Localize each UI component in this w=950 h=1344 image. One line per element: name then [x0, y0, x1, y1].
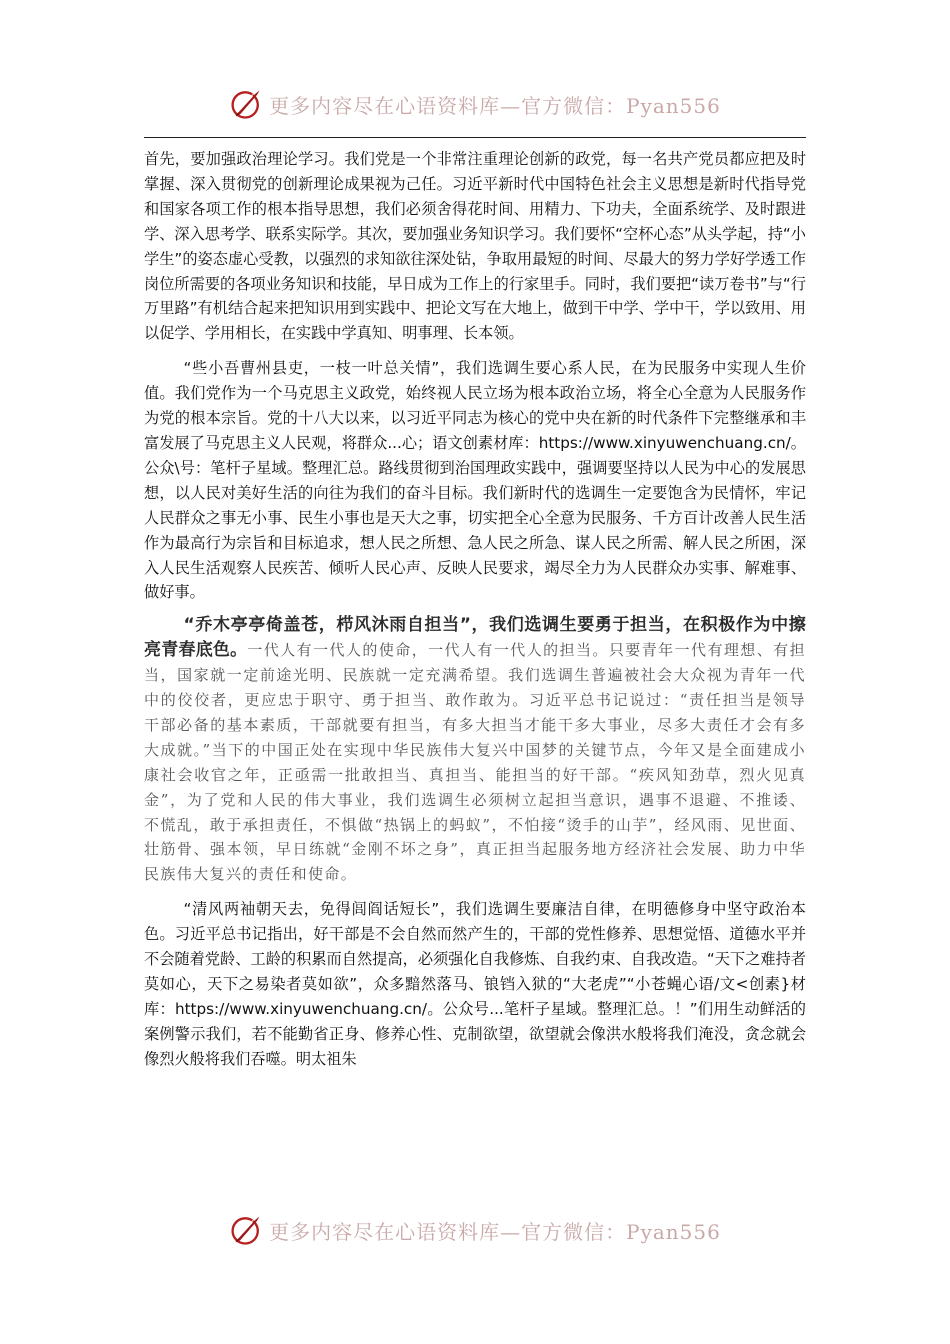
- quill-logo-icon: [229, 1212, 265, 1248]
- footer-banner-text: 更多内容尽在心语资料库—官方微信：Pyan556: [269, 1219, 721, 1244]
- document-body: [144, 147, 806, 1072]
- paragraph-responsibility: [144, 613, 806, 887]
- quill-logo-icon: [229, 86, 265, 122]
- paragraph-study: 首先，要加强政治理论学习。我们党是一个非常注重理论创新的政党，每一名共产党员都应把及时掌握、深入贯彻党的创新理论成果视为己任。习近平新时代中国特色社会主义思想是新时代指导党和国家各项工作的根本指导思想，我们必须舍得花时间、用精力、下功夫，全面系统学、及时跟进学、深入思考学、联系实际学。其次，要加强业务知识学习。我们要怀“空杯心态”从头学起，持“小学生”的姿态虚心受教，以强烈的求知欲往深处钻，争取用最短的时间、尽最大的努力学好学透工作岗位所需要的各项业务知识和技能，早日成为工作上的行家里手。同时，我们要把“读万卷书”与“行万里路”有机结合起来把知识用到实践中、把论文写在大地上，做到干中学、学中干，学以致用、用以促学、学用相长，在实践中学真知、明事理、长本领。: [144, 150, 806, 343]
- header-banner: [0, 82, 950, 126]
- footer-banner: [0, 1208, 950, 1252]
- paragraph-integrity: “清风两袖朝天去，免得闾阎话短长”，我们选调生要廉洁自律，在明德修身中坚守政治本色。习近平总书记指出，好干部是不会自然而然产生的，干部的党性修养、思想觉悟、道德水平并不会随着党龄、工龄的积累而自然提高，必须强化自我修炼、自我约束、自我改造。“天下之难持者莫如心，天下之易染者莫如欲”，众多黯然落马、锒铛入狱的“大老虎”“小苍蝇心语/文<创素}材库：https://www.xinyuwenchuang.cn/。公众号...笔杆子星域。整理汇总。！”们用生动鲜活的案例警示我们，若不能勤省正身、修养心性、克制欲望，欲望就会像洪水般将我们淹没，贪念就会像烈火般将我们吞噬。明太祖朱: [144, 900, 806, 1068]
- header-divider: [144, 137, 806, 138]
- paragraph-people: “些小吾曹州县吏，一枝一叶总关情”，我们选调生要心系人民，在为民服务中实现人生价值。我们党作为一个马克思主义政党，始终视人民立场为根本政治立场，将全心全意为人民服务作为党的根本宗旨。党的十八大以来，以习近平同志为核心的党中央在新的时代条件下完整继承和丰富发展了马克思主义人民观，将群众...心；语文创素材库：https://www.xinyuwenchuang.cn/。公众\号：笔杆子星域。整理汇总。路线贯彻到治国理政实践中，强调要坚持以人民为中心的发展思想，以人民对美好生活的向往为我们的奋斗目标。我们新时代的选调生一定要饱含为民情怀，牢记人民群众之事无小事、民生小事也是天大之事，切实把全心全意为民服务、千方百计改善人民生活作为最高行为宗旨和目标追求，想人民之所想、急人民之所急、谋人民之所需、解人民之所困，深入人民生活观察人民疾苦、倾听人民心声、反映人民要求，竭尽全力为人民群众办实事、解难事、做好事。: [144, 359, 806, 602]
- paragraph-responsibility-lead: “乔木亭亭倚盖苍，栉风沐雨自担当”，我们选调生要勇于担当，在积极作为中擦亮青春底色。: [144, 615, 806, 661]
- paragraph-responsibility-body: 一代人有一代人的使命，一代人有一代人的担当。只要青年一代有理想、有担当，国家就一定前途光明、民族就一定充满希望。我们选调生普遍被社会大众视为青年一代中的佼佼者，更应忠于职守、勇于担当、敢作敢为。习近平总书记说过：“责任担当是领导干部必备的基本素质，干部就要有担当，有多大担当才能干多大事业，尽多大责任才会有多大成就。”当下的中国正处在实现中华民族伟大复兴中国梦的关键节点，今年又是全面建成小康社会收官之年，正亟需一批敢担当、真担当、能担当的好干部。“疾风知劲草，烈火见真金”，为了党和人民的伟大事业，我们选调生必须树立起担当意识，遇事不退避、不推诿、不慌乱，敢于承担责任，不惧做“热锅上的蚂蚁”，不怕接“烫手的山芋”，经风雨、见世面、壮筋骨、强本领，早日练就“金刚不坏之身”，真正担当起服务地方经济社会发展、助力中华民族伟大复兴的责任和使命。: [144, 641, 806, 884]
- header-banner-text: 更多内容尽在心语资料库—官方微信：Pyan556: [269, 93, 721, 118]
